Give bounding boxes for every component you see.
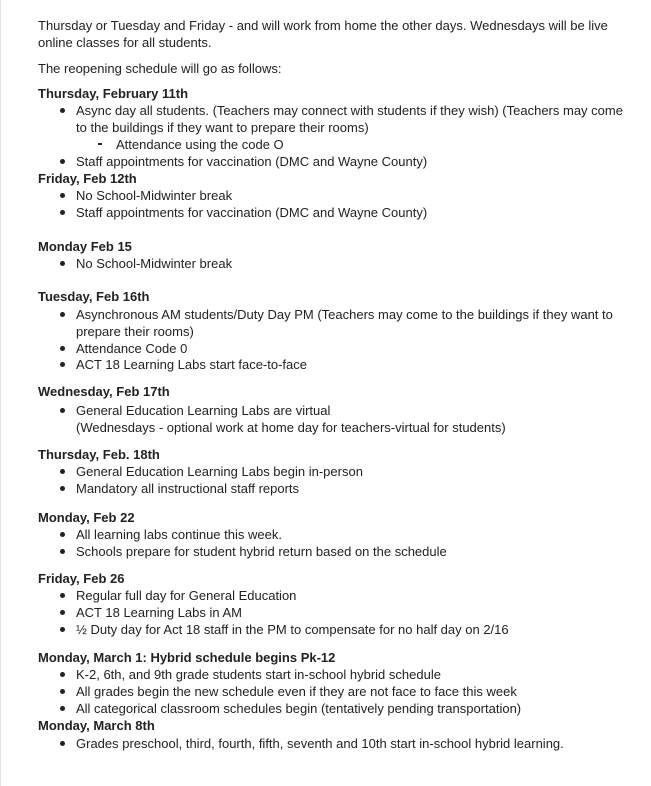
list-item: All grades begin the new schedule even if they are not face to face this week <box>76 683 636 700</box>
section-heading: Monday, March 1: Hybrid schedule begins Pk-12 <box>38 650 336 665</box>
list-item: Grades preschool, third, fourth, fifth, seventh and 10th start in-school hybrid learning. <box>76 735 636 752</box>
section-heading: Friday, Feb 26 <box>38 571 125 586</box>
section-heading: Thursday, February 11th <box>38 86 189 101</box>
list-item: General Education Learning Labs are virtual <box>76 402 636 419</box>
list-item: Regular full day for General Education <box>76 587 636 604</box>
list-item: Attendance Code 0 <box>76 340 636 357</box>
section-heading: Monday, Feb 22 <box>38 510 135 525</box>
section-heading: Monday Feb 15 <box>38 239 132 254</box>
list-item: Staff appointments for vaccination (DMC and Wayne County) <box>76 153 636 170</box>
list-item: No School-Midwinter break <box>76 255 636 272</box>
list-item: Asynchronous AM students/Duty Day PM (Teachers may come to the buildings if they want to prepare their rooms) <box>76 306 621 340</box>
list-item: Mandatory all instructional staff reports <box>76 480 636 497</box>
section-heading: Tuesday, Feb 16th <box>38 289 150 304</box>
list-item: ACT 18 Learning Labs start face-to-face <box>76 356 636 373</box>
list-item: ½ Duty day for Act 18 staff in the PM to compensate for no half day on 2/16 <box>76 621 636 638</box>
schedule-intro: The reopening schedule will go as follows: <box>38 61 282 76</box>
list-item: General Education Learning Labs begin in-person <box>76 463 636 480</box>
list-item: ACT 18 Learning Labs in AM <box>76 604 636 621</box>
intro-paragraph: Thursday or Tuesday and Friday - and will work from home the other days. Wednesdays will be live online classes for all students. <box>38 18 608 50</box>
list-item: Schools prepare for student hybrid return based on the schedule <box>76 543 636 560</box>
sub-list-item: Attendance using the code O <box>116 137 284 152</box>
section-heading: Wednesday, Feb 17th <box>38 384 170 399</box>
list-item: Staff appointments for vaccination (DMC and Wayne County) <box>76 204 636 221</box>
list-item: No School-Midwinter break <box>76 187 636 204</box>
section-heading: Thursday, Feb. 18th <box>38 447 160 462</box>
list-item: All learning labs continue this week. <box>76 526 636 543</box>
list-item: All categorical classroom schedules begin (tentatively pending transportation) <box>76 700 636 717</box>
section-heading: Monday, March 8th <box>38 718 155 733</box>
note-text: (Wednesdays - optional work at home day for teachers-virtual for students) <box>76 420 506 435</box>
list-item: Async day all students. (Teachers may connect with students if they wish) (Teachers may come to the buildings if they want to prepare their rooms) <box>76 102 636 136</box>
list-item: K-2, 6th, and 9th grade students start in-school hybrid schedule <box>76 666 636 683</box>
section-heading: Friday, Feb 12th <box>38 171 137 186</box>
